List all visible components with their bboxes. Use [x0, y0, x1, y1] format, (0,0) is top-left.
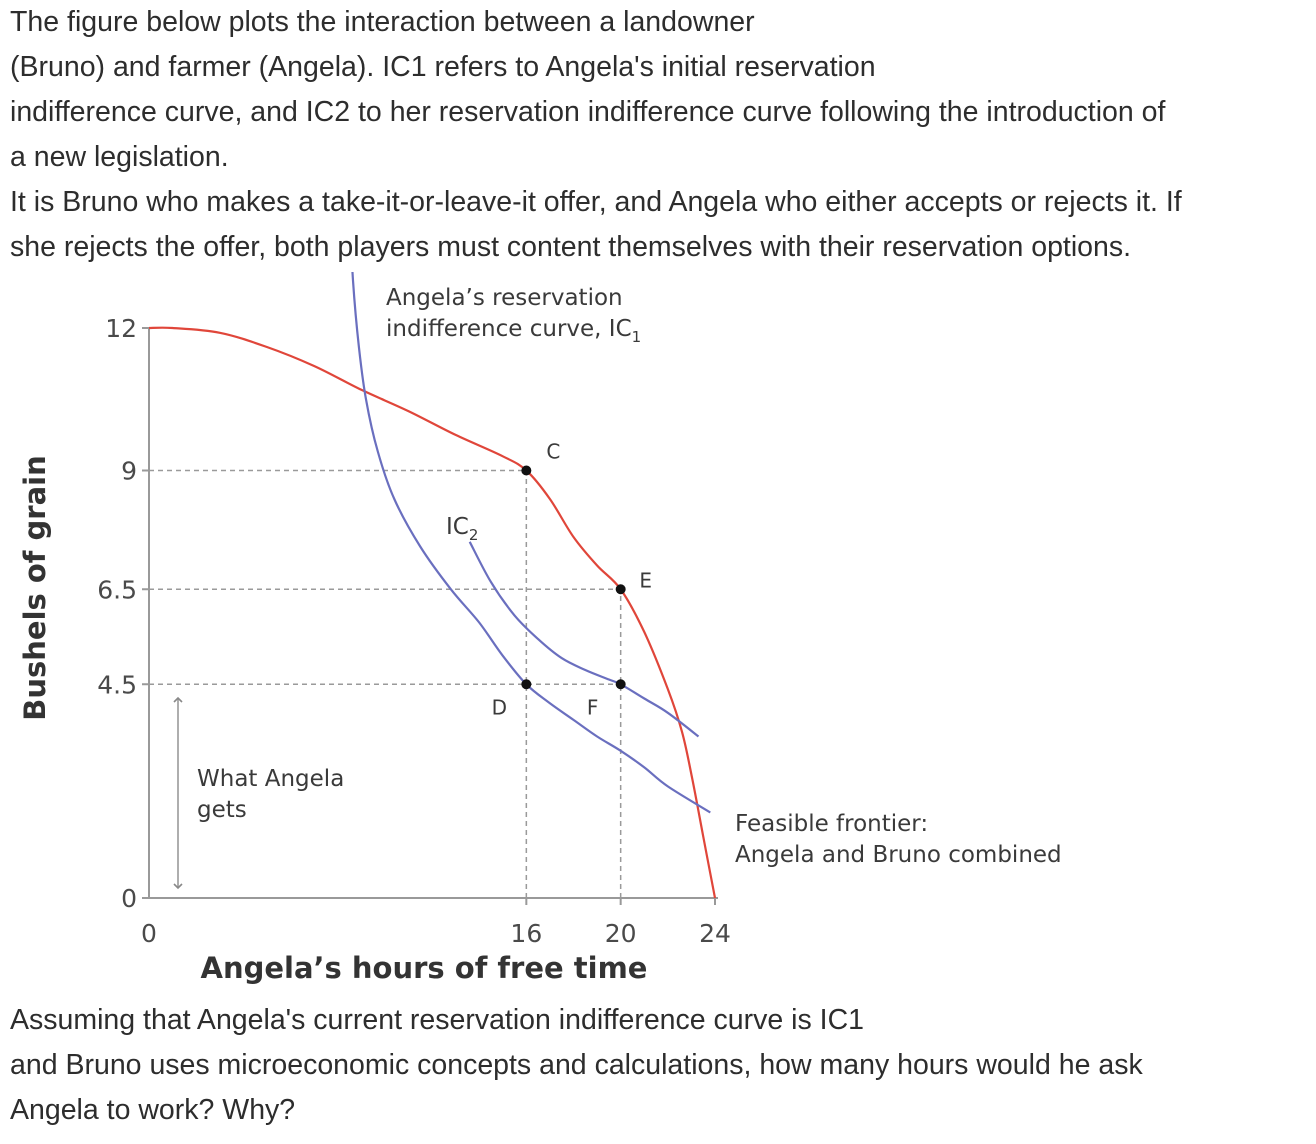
- y-axis-title: Bushels of grain: [18, 455, 52, 721]
- chart-figure: [0, 272, 1316, 997]
- ic2-label: [446, 514, 478, 544]
- point-label-c: C: [546, 439, 561, 464]
- x-tick-label: 24: [699, 919, 731, 948]
- x-tick-label: 16: [510, 919, 543, 948]
- arrow-label-line2: gets: [197, 797, 247, 823]
- intro-line: indifference curve, and IC2 to her reservation indifference curve following the introduction of: [10, 96, 1166, 128]
- intro-text: [10, 0, 1310, 270]
- intro-line: The figure below plots the interaction between a landowner: [10, 6, 755, 38]
- ic1-label-subscript: 1: [631, 328, 642, 346]
- ic1-label-line1: Angela’s reservation: [386, 285, 623, 311]
- point-label-d: D: [491, 695, 508, 720]
- question-line: Assuming that Angela's current reservation indifference curve is IC1: [10, 1004, 865, 1036]
- y-tick-label: 9: [121, 456, 137, 486]
- point-e: [616, 584, 626, 594]
- y-tick-label: 12: [105, 314, 137, 343]
- point-c: [521, 466, 531, 476]
- ic2-label-subscript: 2: [468, 526, 479, 544]
- frontier-label-line2: Angela and Bruno combined: [735, 842, 1062, 868]
- intro-line: she rejects the offer, both players must content themselves with their reservation options.: [10, 231, 1132, 263]
- ic1-label-text: indifference curve, IC: [386, 316, 632, 342]
- series-ic1: [350, 272, 711, 813]
- intro-line: It is Bruno who makes a take-it-or-leave-it offer, and Angela who either accepts or rejects it. If: [10, 186, 1182, 218]
- point-d: [521, 679, 531, 689]
- ic2-label-text: IC: [446, 514, 469, 540]
- point-label-e: E: [639, 568, 652, 593]
- y-tick-label: 6.5: [97, 575, 137, 605]
- data-points: [492, 440, 652, 720]
- intro-line: a new legislation.: [10, 141, 229, 173]
- guide-lines: [149, 471, 621, 899]
- point-f: [616, 679, 626, 689]
- y-tick-label: 4.5: [97, 670, 137, 700]
- question-line: and Bruno uses microeconomic concepts and calculations, how many hours would he ask: [10, 1049, 1143, 1081]
- question-text: [10, 998, 1310, 1133]
- arrow-label-line1: What Angela: [197, 766, 345, 792]
- ic1-label-line2: [386, 316, 641, 346]
- x-tick-label: 0: [141, 919, 157, 948]
- question-line: Angela to work? Why?: [10, 1094, 296, 1126]
- point-label-f: F: [586, 695, 599, 720]
- axis-ticks: [97, 314, 731, 948]
- intro-line: (Bruno) and farmer (Angela). IC1 refers to Angela's initial reservation: [10, 51, 876, 83]
- frontier-label-line1: Feasible frontier:: [735, 811, 929, 837]
- x-axis-title: Angela’s hours of free time: [200, 951, 648, 985]
- y-tick-label: 0: [121, 884, 137, 913]
- x-tick-label: 20: [604, 919, 637, 948]
